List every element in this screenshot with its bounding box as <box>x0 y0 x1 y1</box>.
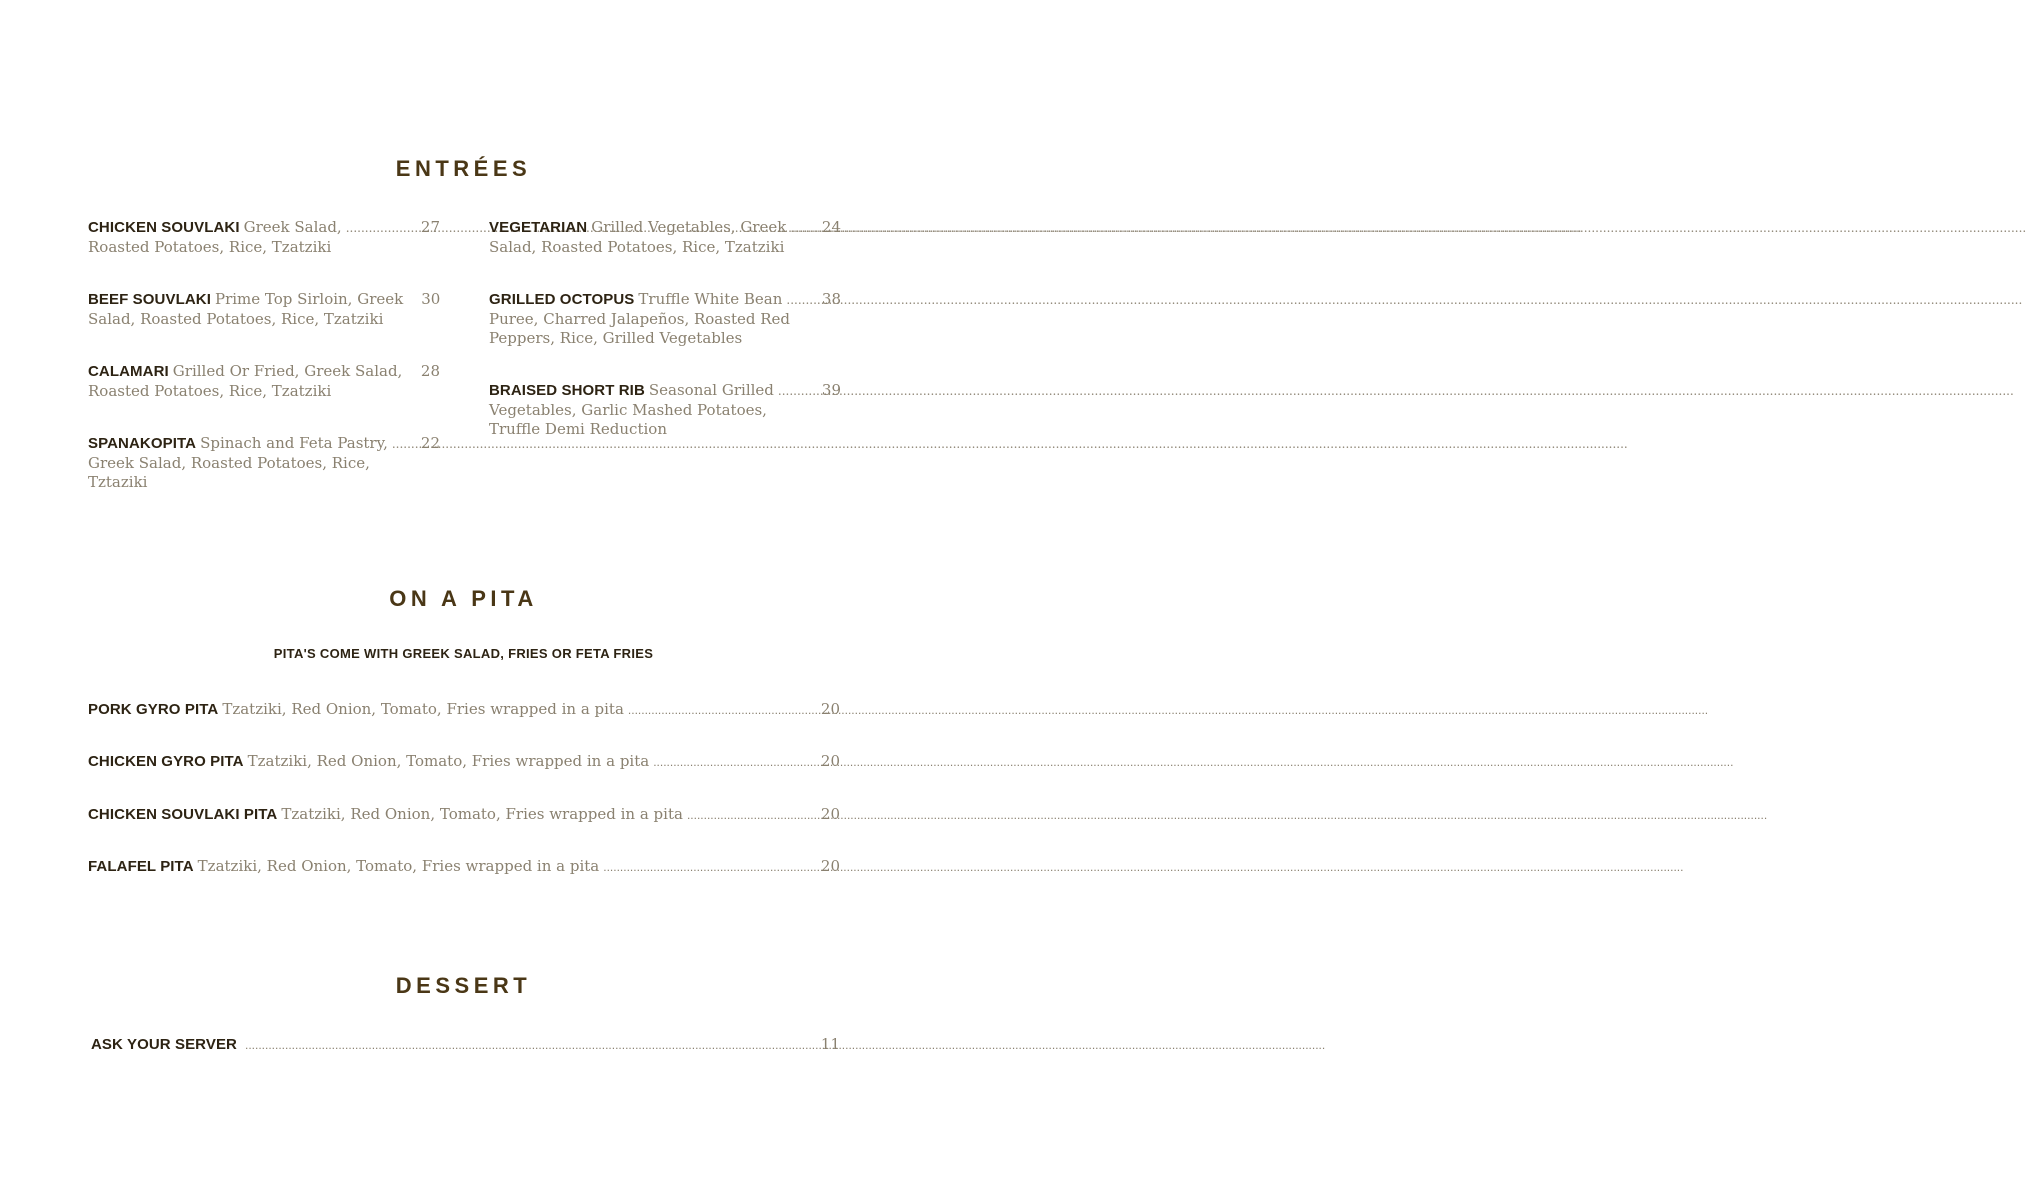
item-name: VEGETARIAN <box>489 219 588 236</box>
item-price: 30 <box>421 290 441 308</box>
item-name: CHICKEN GYRO PITA <box>88 753 244 770</box>
pita-subtitle: PITA'S COME WITH GREEK SALAD, FRIES OR FETA FRIES <box>273 646 654 661</box>
item-description: Tzatziki, Red Onion, Tomato, Fries wrapped in a pita <box>197 857 600 875</box>
item-description: Prime Top Sirloin, Greek <box>214 290 404 308</box>
item-price: 38 <box>821 290 841 308</box>
item-description-cont: Roasted Potatoes, Rice, Tzatziki <box>88 238 332 256</box>
leader-dots <box>624 703 821 717</box>
item-description-cont: Salad, Roasted Potatoes, Rice, Tzatziki <box>88 310 384 328</box>
leader-dots <box>599 860 821 874</box>
leader-dots <box>649 755 821 769</box>
leader-dots <box>241 1038 821 1052</box>
item-description: Grilled Or Fried, Greek Salad, <box>172 362 403 380</box>
item-price: 20 <box>820 752 840 770</box>
menu-item <box>88 857 840 875</box>
item-description: Tzatziki, Red Onion, Tomato, Fries wrapped in a pita <box>281 805 683 823</box>
menu-item <box>88 752 840 770</box>
menu-item <box>489 218 841 257</box>
item-name: SPANAKOPITA <box>88 435 197 452</box>
item-price: 28 <box>420 362 440 380</box>
item-name: GRILLED OCTOPUS <box>489 291 635 308</box>
item-description-cont: Peppers, Rice, Grilled Vegetables <box>489 329 743 347</box>
item-description: Greek Salad, <box>243 218 342 236</box>
item-description: Spinach and Feta Pastry, <box>200 434 388 452</box>
item-price: 20 <box>820 805 840 823</box>
menu-item <box>489 290 841 348</box>
menu-item <box>88 434 440 492</box>
item-name: CHICKEN SOUVLAKI PITA <box>88 806 278 823</box>
item-description-cont: Tztaziki <box>88 473 148 491</box>
item-description: Grilled Vegetables, Greek <box>591 218 787 236</box>
leader-dots <box>786 219 822 238</box>
menu-item <box>88 218 440 257</box>
item-description-cont: Puree, Charred Jalapeños, Roasted Red <box>489 310 790 328</box>
item-name: ASK YOUR SERVER <box>91 1036 237 1053</box>
menu-item <box>91 1035 840 1053</box>
item-name: BRAISED SHORT RIB <box>489 382 645 399</box>
item-description-cont: Truffle Demi Reduction <box>489 420 667 438</box>
item-price: 27 <box>420 218 440 236</box>
item-price: 11 <box>820 1035 840 1053</box>
item-name: BEEF SOUVLAKI <box>88 291 211 308</box>
item-description-cont: Greek Salad, Roasted Potatoes, Rice, <box>88 454 370 472</box>
item-description: Seasonal Grilled <box>648 381 774 399</box>
item-description: Tzatziki, Red Onion, Tomato, Fries wrapped in a pita <box>247 752 650 770</box>
menu-item <box>88 362 440 401</box>
menu-item <box>88 290 440 329</box>
item-description-cont: Salad, Roasted Potatoes, Rice, Tzatziki <box>489 238 785 256</box>
item-name: FALAFEL PITA <box>88 858 194 875</box>
item-description-cont: Vegetables, Garlic Mashed Potatoes, <box>489 401 767 419</box>
item-price: 24 <box>821 218 841 236</box>
menu-item <box>88 805 840 823</box>
leader-dots <box>683 808 821 822</box>
pita-title: ON A PITA <box>389 586 538 611</box>
item-name: PORK GYRO PITA <box>88 701 219 718</box>
leader-dots <box>388 435 421 454</box>
item-description: Tzatziki, Red Onion, Tomato, Fries wrapped in a pita <box>222 700 624 718</box>
item-description: Truffle White Bean <box>638 290 783 308</box>
item-price: 22 <box>420 434 440 452</box>
item-price: 39 <box>821 381 841 399</box>
dessert-title: DESSERT <box>395 973 532 998</box>
item-description-cont: Roasted Potatoes, Rice, Tzatziki <box>88 382 332 400</box>
leader-dots <box>774 382 822 401</box>
menu-item <box>489 381 841 439</box>
item-price: 20 <box>820 700 840 718</box>
leader-dots <box>342 219 421 238</box>
leader-dots <box>782 291 822 310</box>
item-name: CHICKEN SOUVLAKI <box>88 219 240 236</box>
menu-item <box>88 700 840 718</box>
item-name: CALAMARI <box>88 363 169 380</box>
item-price: 20 <box>820 857 840 875</box>
entrees-title: ENTRÉES <box>395 156 532 181</box>
